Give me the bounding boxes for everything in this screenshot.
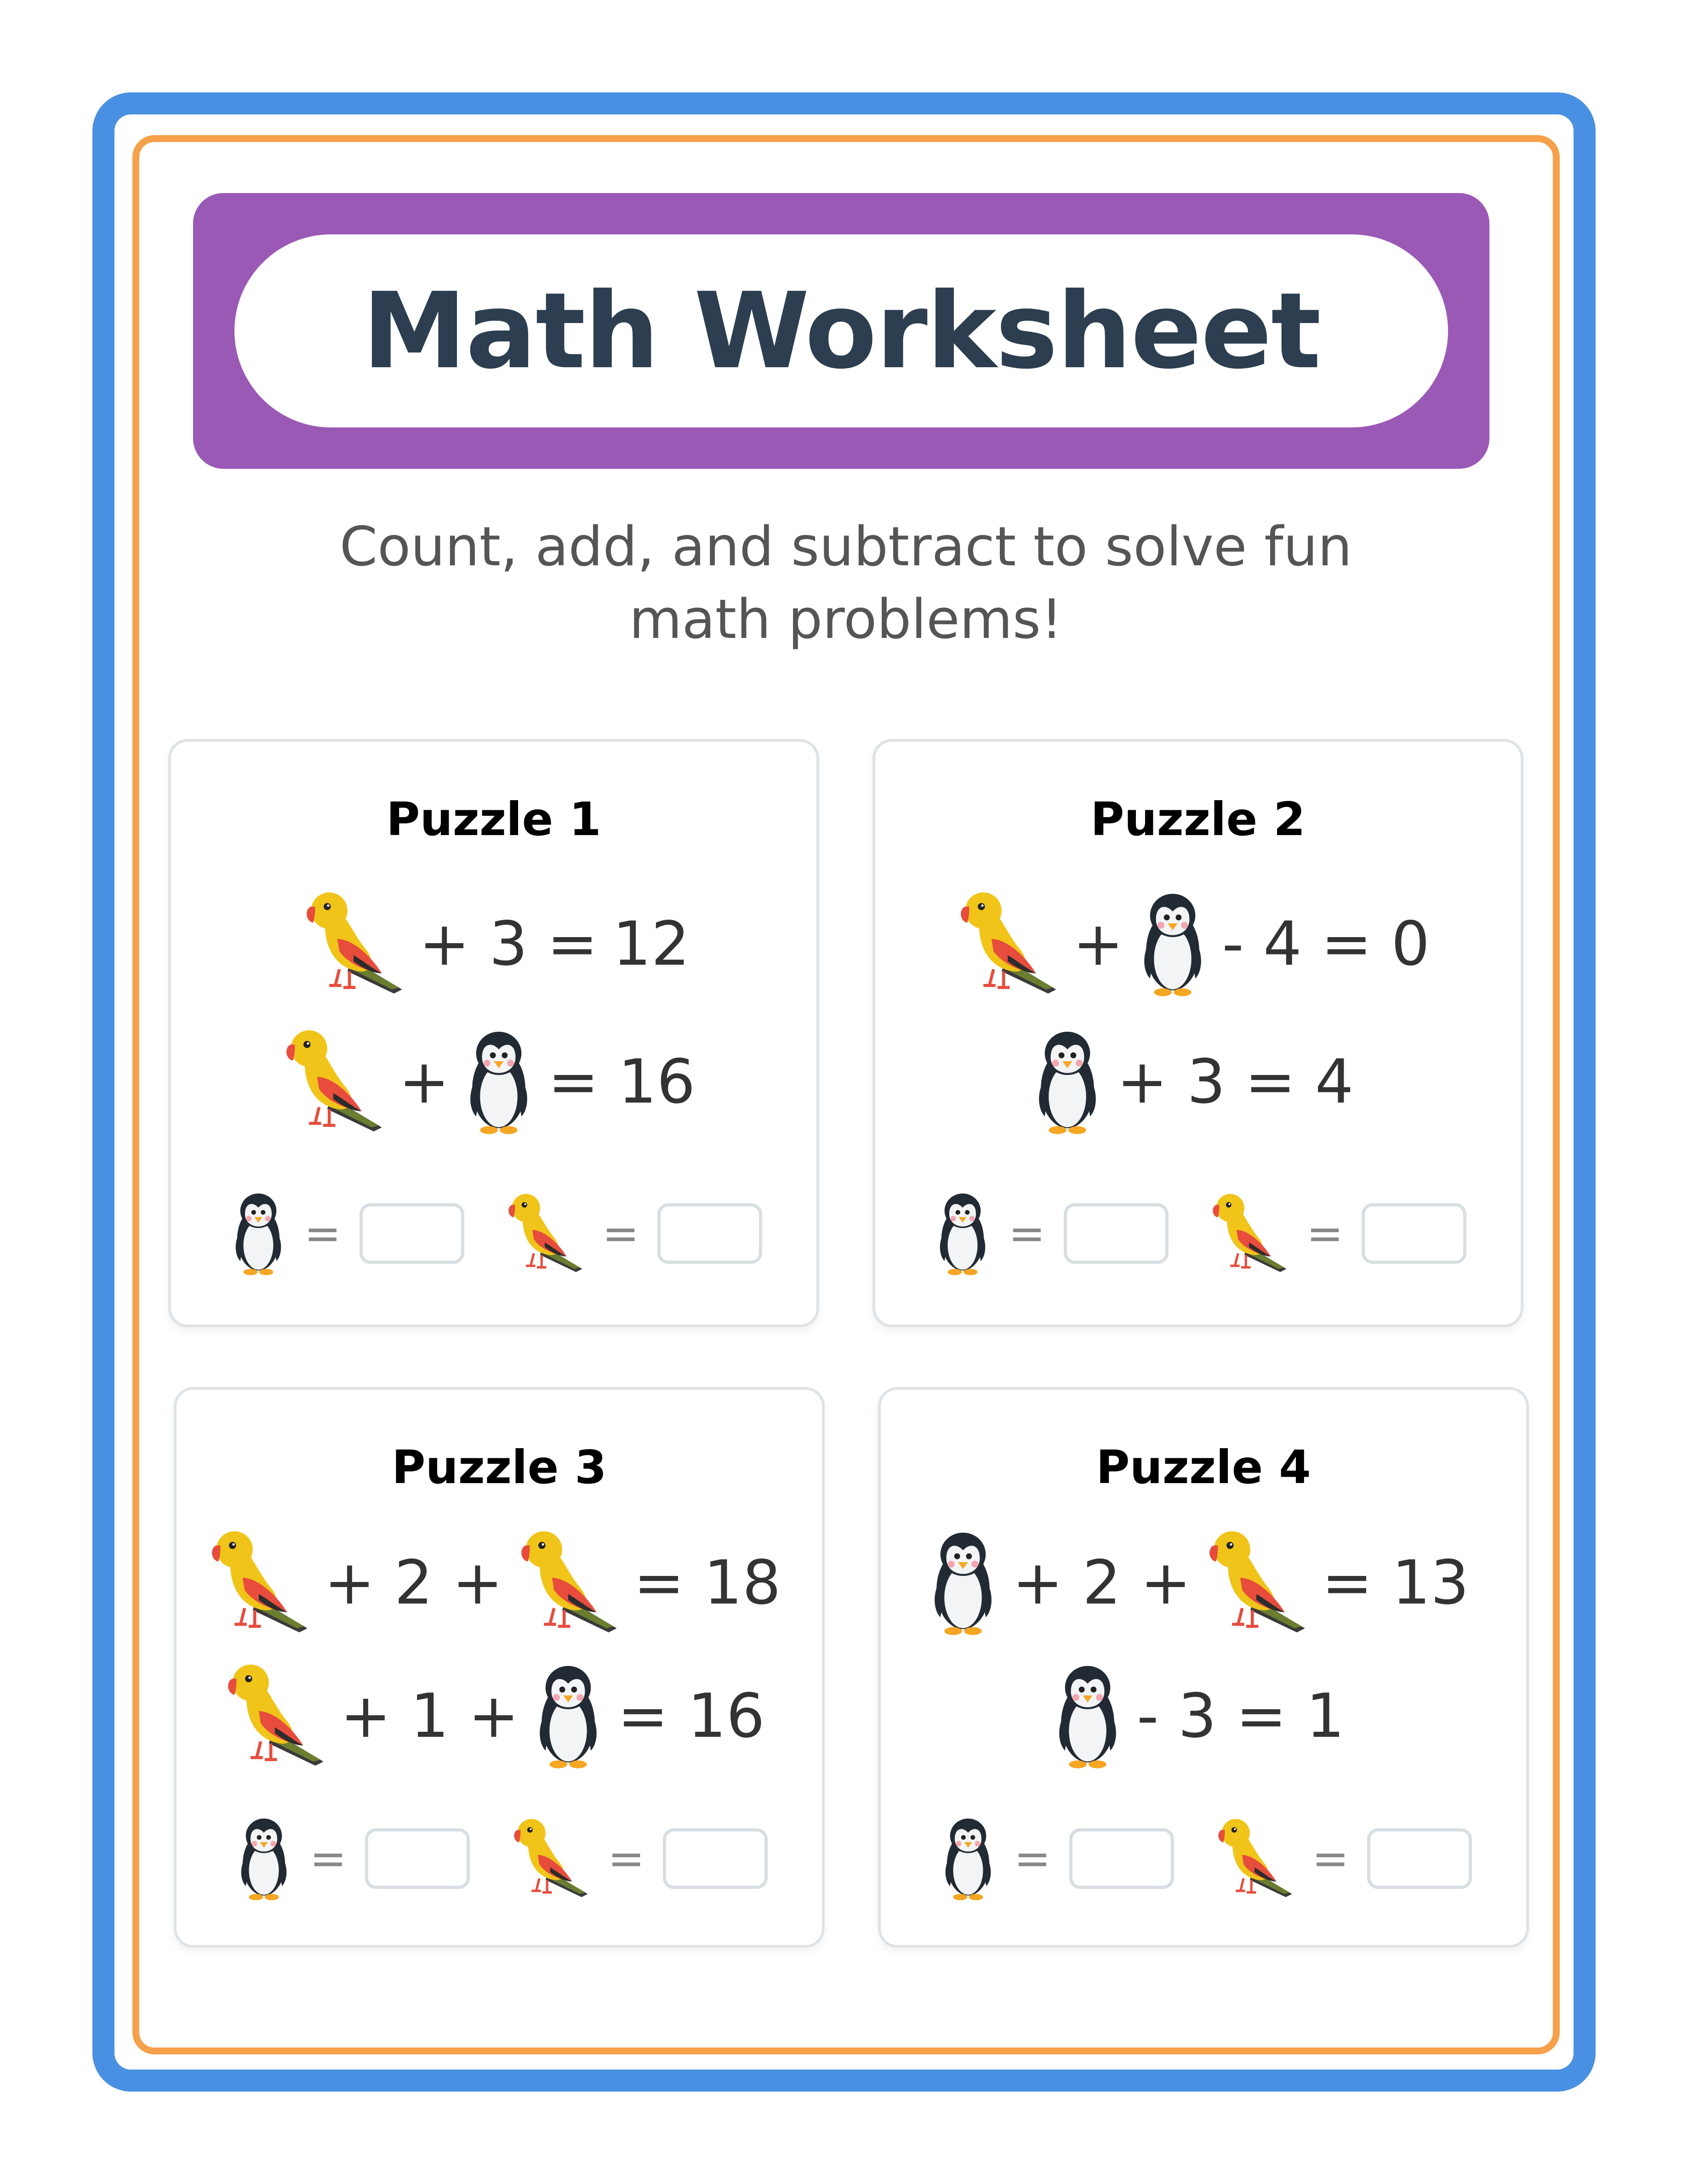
answer-row	[171, 1188, 822, 1280]
answer-box-parrot[interactable]	[1367, 1828, 1472, 1889]
answer-box-parrot[interactable]	[657, 1203, 762, 1264]
puzzle-title: Puzzle 3	[392, 1440, 607, 1494]
answer-row	[875, 1188, 1526, 1280]
equals-sign: =	[1014, 1833, 1051, 1884]
equation-text: = 18	[633, 1547, 781, 1618]
puzzle-title: Puzzle 1	[386, 792, 601, 846]
equation-text: + 3 = 4	[1117, 1046, 1354, 1117]
equation-row	[171, 889, 822, 999]
equals-sign: =	[304, 1208, 341, 1259]
answer-row	[881, 1813, 1532, 1905]
puzzle-title: Puzzle 2	[1090, 792, 1306, 846]
penguin-icon	[231, 1190, 286, 1277]
penguin-icon	[464, 1028, 533, 1136]
equation-row	[881, 1528, 1532, 1638]
parrot-icon	[303, 888, 404, 1000]
equals-sign: =	[608, 1833, 645, 1884]
parrot-icon	[1210, 1191, 1288, 1277]
penguin-icon	[534, 1662, 603, 1770]
equation-text: - 3 = 1	[1136, 1681, 1345, 1752]
penguin-icon	[1138, 890, 1207, 998]
equation-text: - 4 = 0	[1222, 909, 1430, 979]
puzzle-card-2	[873, 739, 1523, 1327]
equation-row	[177, 1661, 827, 1771]
equation-text: = 16	[617, 1681, 765, 1752]
equation-text: + 1 +	[340, 1681, 519, 1752]
puzzle-title: Puzzle 4	[1096, 1440, 1311, 1494]
equation-text: +	[399, 1046, 450, 1117]
puzzle-card-1	[168, 739, 819, 1327]
parrot-icon	[224, 1661, 325, 1772]
equation-text: +	[1072, 909, 1124, 979]
puzzle-card-4	[878, 1387, 1529, 1948]
parrot-icon	[506, 1191, 584, 1277]
answer-box-penguin[interactable]	[1069, 1828, 1174, 1889]
equals-sign: =	[1008, 1208, 1045, 1259]
answer-row	[177, 1813, 827, 1905]
penguin-icon	[236, 1815, 291, 1902]
equation-row	[881, 1661, 1532, 1771]
equation-text: 12	[612, 909, 690, 979]
parrot-icon	[518, 1527, 619, 1638]
equals-sign: =	[309, 1833, 347, 1884]
penguin-icon	[1033, 1028, 1102, 1136]
parrot-icon	[208, 1527, 309, 1638]
subtitle: Count, add, and subtract to solve fun math problems!	[339, 515, 1352, 651]
equals-sign: =	[1306, 1208, 1344, 1259]
equation-text: + 3 =	[419, 909, 598, 979]
penguin-icon	[929, 1529, 998, 1637]
puzzle-card-3	[174, 1387, 825, 1948]
answer-box-penguin[interactable]	[1064, 1203, 1169, 1264]
parrot-icon	[957, 888, 1058, 1000]
equation-row	[875, 1027, 1526, 1137]
answer-box-penguin[interactable]	[359, 1203, 464, 1264]
penguin-icon	[935, 1190, 990, 1277]
answer-box-parrot[interactable]	[1362, 1203, 1466, 1264]
answer-box-parrot[interactable]	[663, 1828, 768, 1889]
parrot-icon	[1206, 1527, 1307, 1638]
equals-sign: =	[602, 1208, 639, 1259]
equation-text: + 2 +	[324, 1547, 503, 1618]
penguin-icon	[1053, 1662, 1122, 1770]
equation-text: = 13	[1322, 1547, 1469, 1618]
parrot-icon	[283, 1026, 384, 1138]
answer-box-penguin[interactable]	[365, 1828, 470, 1889]
equals-sign: =	[1312, 1833, 1349, 1884]
title-pill	[234, 234, 1448, 427]
parrot-icon	[511, 1816, 589, 1902]
equation-row	[171, 1027, 822, 1137]
equation-row	[177, 1528, 827, 1638]
penguin-icon	[941, 1815, 996, 1902]
equation-text: = 16	[548, 1046, 696, 1117]
parrot-icon	[1215, 1816, 1294, 1902]
page-title: Math Worksheet	[362, 270, 1320, 392]
equation-row	[875, 889, 1526, 999]
equation-text: + 2 +	[1012, 1547, 1192, 1618]
